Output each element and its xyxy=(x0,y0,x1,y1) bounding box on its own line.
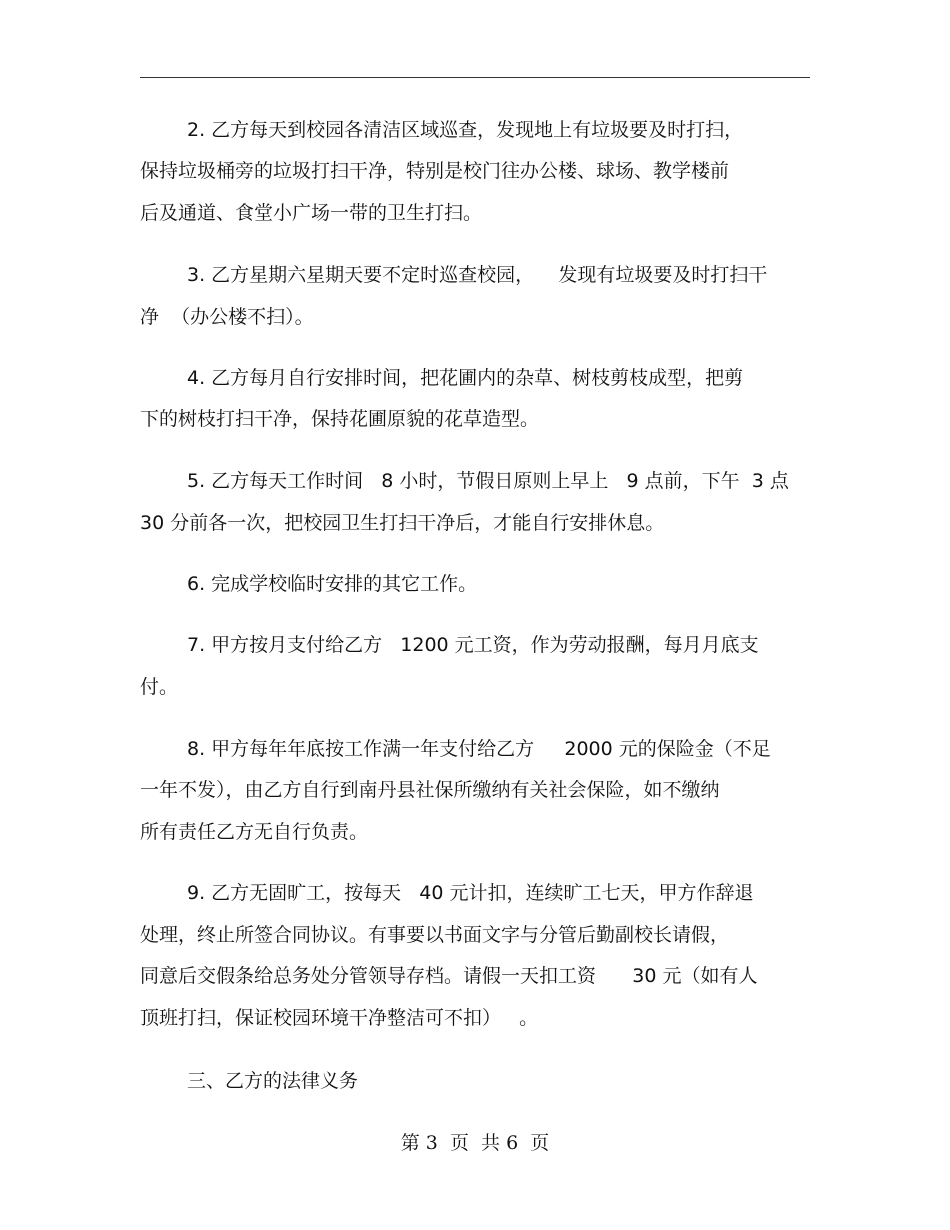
clause-8-line-2: 一年不发），由乙方自行到南丹县社保所缴纳有关社会保险，如不缴纳 xyxy=(140,779,720,801)
clause-4-line-1: 4. 乙方每月自行安排时间，把花圃内的杂草、树枝剪枝成型，把剪 xyxy=(187,367,744,389)
clause-7-line-1: 7. 甲方按月支付给乙方 1200 元工资，作为劳动报酬，每月月底支 xyxy=(187,634,759,656)
clause-9-line-3: 同意后交假条给总务处分管领导存档。请假一天扣工资 30 元（如有人 xyxy=(140,965,758,987)
clause-9-line-4: 顶班打扫，保证校园环境干净整洁可不扣） 。 xyxy=(140,1007,539,1029)
clause-3-line-1: 3. 乙方星期六星期天要不定时巡查校园， 发现有垃圾要及时打扫干 xyxy=(187,264,768,286)
clause-9-line-2: 处理，终止所签合同协议。有事要以书面文字与分管后勤副校长请假， xyxy=(140,924,730,946)
clause-2-line-3: 后及通道、食堂小广场一带的卫生打扫。 xyxy=(140,202,483,224)
clause-5-line-2: 30 分前各一次，把校园卫生打扫干净后，才能自行安排休息。 xyxy=(140,512,665,534)
clause-2-line-1: 2. 乙方每天到校园各清洁区域巡查，发现地上有垃圾要及时打扫， xyxy=(187,119,744,141)
clause-4-line-2: 下的树枝打扫干净，保持花圃原貌的花草造型。 xyxy=(140,408,540,430)
clause-9-line-1: 9. 乙方无固旷工，按每天 40 元计扣，连续旷工七天，甲方作辞退 xyxy=(187,882,754,904)
clause-8-line-1: 8. 甲方每年年底按工作满一年支付给乙方 2000 元的保险金（不足 xyxy=(187,738,771,760)
clause-6-line-1: 6. 完成学校临时安排的其它工作。 xyxy=(187,573,478,595)
clause-7-line-2: 付。 xyxy=(140,676,179,698)
clause-3-line-2: 净 （办公楼不扫）。 xyxy=(140,306,314,328)
section-heading: 三、乙方的法律义务 xyxy=(187,1070,359,1092)
clause-2-line-2: 保持垃圾桶旁的垃圾打扫干净，特别是校门往办公楼、球场、教学楼前 xyxy=(140,160,730,182)
clause-5-line-1: 5. 乙方每天工作时间 8 小时，节假日原则上早上 9 点前，下午 3 点 xyxy=(187,470,789,492)
header-rule xyxy=(140,77,810,78)
page-number: 第 3 页 共 6 页 xyxy=(400,1132,550,1154)
clause-8-line-3: 所有责任乙方无自行负责。 xyxy=(140,821,369,843)
